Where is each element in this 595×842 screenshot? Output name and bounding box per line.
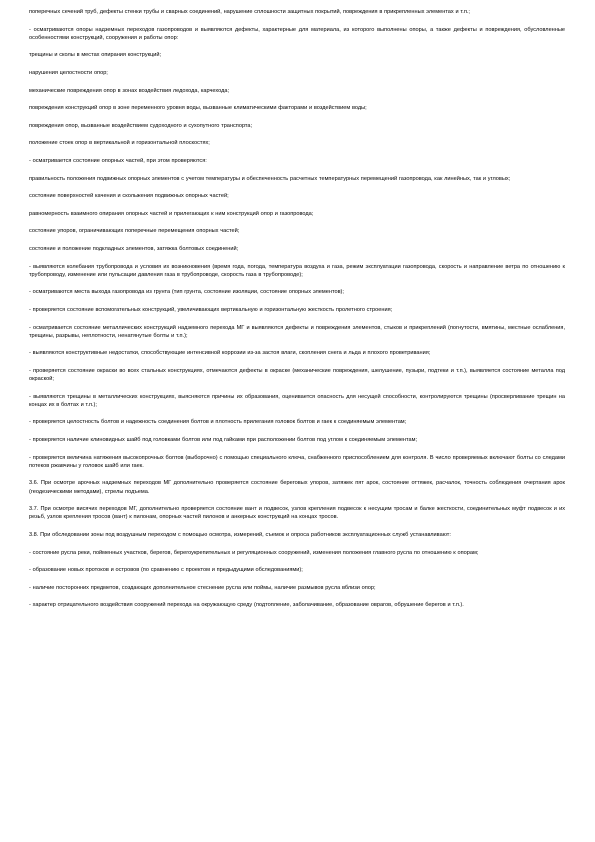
paragraph: - осматривается состояние опорных частей, при этом проверяются: <box>29 157 207 164</box>
paragraph: состояние и положение подкладных элементов, затяжка болтовых соединений; <box>29 245 239 252</box>
paragraph: нарушения целостности опор; <box>29 69 108 76</box>
paragraph: - осматриваются опоры надземных переходов газопроводов и выявляются дефекты, характерные для материала, из которого выполнены опоры, а также дефекты и повреждения, обусловленные особенностями конструкций, сооружения и работы опор: <box>29 26 565 41</box>
paragraph: повреждения опор, вызванные воздействием судоходного и сухопутного транспорта; <box>29 122 253 129</box>
paragraph: - осматриваются места выхода газопровода из грунта (тип грунта, состояние изоляции, состояние опорных элементов); <box>29 289 344 296</box>
paragraph: трещины и сколы в местах опирания конструкций; <box>29 52 162 59</box>
paragraph: - выявляются конструктивные недостатки, способствующие интенсивной коррозии из-за застоя влаги, скопления снега и льда и плохого проветривания; <box>29 350 431 357</box>
paragraph: равномерность взаимного опирания опорных частей и прилегающих к ним конструкций опор и газопровода; <box>29 210 314 217</box>
paragraph: повреждения конструкций опор в зоне переменного уровня воды, вызванные климатическими факторами и воздействием воды; <box>29 105 367 112</box>
paragraph: - проверяется состояние вспомогательных конструкций, увеличивающих вертикальную и горизонтальную жесткость пролетного строения; <box>29 306 393 313</box>
paragraph: - выявляются колебания трубопровода и условия их возникновения (время года, погода, температура воздуха и газа, режим эксплуатации газопровода, скорость и направление ветра по отношению к трубопроводу, изменение или пульсации давления газа в трубопроводе, скорость газа в трубопроводе); <box>29 263 565 278</box>
paragraph: правильность положения подвижных опорных элементов с учетом температуры и обеспеченность расчетных температурных перемещений газопровода, как линейных, так и угловых; <box>29 175 511 182</box>
paragraph: - проверяется состояние окраски во всех стальных конструкциях, отмечаются дефекты в окраске (механические повреждения, шелушение, пузыри, подтеки и т.п.), выявляется состояние металла под окраской; <box>29 367 565 383</box>
section-paragraph: 3.6. При осмотре арочных надземных переходов МГ дополнительно проверяется состояние береговых упоров, затяжек пят арок, состояние оттяжек, расчалок, точность соблюдения очертания арок (геодезическими методами), стрелы подъема. <box>29 480 565 495</box>
paragraph: - проверяется величина натяжения высокопрочных болтов (выборочно) с помощью специального ключа, снабженного приспособлением для контроля. В число проверяемых включают болты со следами потеков ржавчины у головок шайб или гаек. <box>29 454 565 469</box>
paragraph: - характер отрицательного воздействия сооружений перехода на окружающую среду (подтопление, заболачивание, образование оврагов, обрушение берегов и т.п.). <box>29 602 464 609</box>
paragraph: - состояние русла реки, пойменных участков, берегов, берегоукрепительных и регуляционных сооружений, изменения положения главного русла по отношению к опорам; <box>29 549 479 556</box>
paragraph: - выявляются трещины в металлических конструкциях, выясняются причины их образования, оценивается опасность для несущей способности, контролируются трещины (просверливание трещин на концах их в болтах и т.п.); <box>29 393 565 408</box>
paragraph: - осматривается состояние металлических конструкций надземного перехода МГ и выявляются дефекты и повреждения элементов, стыков и прикреплений (погнутости, вмятины, местные ослабления, трещины, разрывы, неплотности, ненатянутые болты и т.п.); <box>29 324 565 339</box>
paragraph: состояние упоров, ограничивающих поперечные перемещения опорных частей; <box>29 228 240 235</box>
section-paragraph: 3.7. При осмотре висячих переходов МГ, дополнительно проверяется состояние вант и подвесок, узлов крепления подвесок к несущим тросам и балке жесткости, соединительных муфт подвесок и их резьб, узлов крепления тросов (вант) к пилонам, опорных частей пилонов и анкерных конструкций на концах тросов. <box>29 506 565 521</box>
paragraph: состояние поверхностей качения и скольжения подвижных опорных частей; <box>29 193 229 200</box>
paragraph: положение стоек опор в вертикальной и горизонтальной плоскостях; <box>29 140 210 147</box>
paragraph: механические повреждения опор в зонах воздействия ледохода, карчехода; <box>29 87 230 94</box>
section-paragraph: 3.8. При обследовании зоны под воздушным переходом с помощью осмотра, измерений, съемок и опроса работников эксплуатационных служб устанавливают: <box>29 532 451 539</box>
paragraph: - проверяется целостность болтов и надежность соединения болтов и плотность прилегания головок болтов и гаек к соединяемым элементам; <box>29 419 407 426</box>
paragraph: поперечных сечений труб, дефекты стенки трубы и сварных соединений, нарушение сплошности защитных покрытий, повреждения в прикрепленных элементах и т.п.; <box>29 9 470 15</box>
paragraph: - проверяется наличие клиновидных шайб под головками болтов или под гайками при расположении болтов под углом к соединяемым элементам; <box>29 437 418 444</box>
paragraph: - образование новых протоков и островов (по сравнению с проектом и предыдущими обследованиями); <box>29 567 303 574</box>
paragraph: - наличие посторонних предметов, создающих дополнительное стеснение русла или поймы, наличие размывов русла вблизи опор; <box>29 584 376 591</box>
